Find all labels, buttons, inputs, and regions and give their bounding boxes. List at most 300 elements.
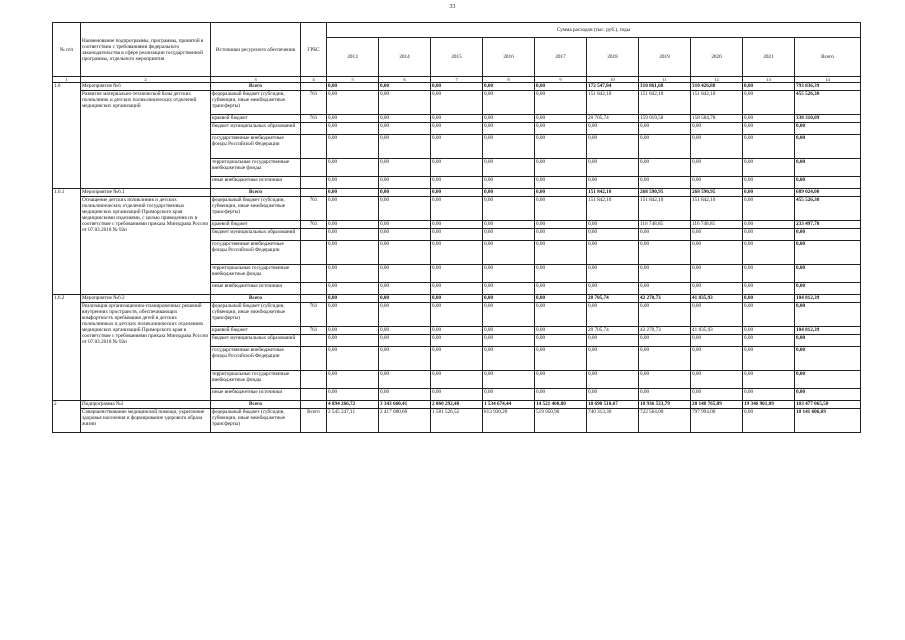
value-cell: 158 584,78	[691, 115, 743, 123]
source-label: государственные внебюджетные фонды Российской Федерации	[211, 241, 301, 265]
grbs-code: Всего	[301, 409, 327, 433]
value-cell: 0,00	[431, 241, 483, 265]
value-cell: 0,00	[743, 265, 795, 283]
grbs-code	[301, 135, 327, 159]
value-cell: 0,00	[483, 335, 535, 347]
header-name: Наименование подпрограммы, программы, принятой в соответствии с требованиями федерального законодательства в сфере реализации государственной программы, отдельного мероприятия	[81, 23, 211, 77]
value-cell: 20 705,74	[587, 327, 639, 335]
value-cell: 0,00	[327, 229, 379, 241]
value-cell: 0,00	[535, 115, 587, 123]
value-cell: 3 343 660,41	[379, 401, 431, 409]
table-row	[53, 83, 861, 91]
value-cell: 18 690 510,67	[587, 401, 639, 409]
value-cell: 0,00	[327, 159, 379, 177]
page-number: 33	[449, 4, 456, 10]
value-cell: 0,00	[327, 91, 379, 115]
value-cell: 338 310,09	[795, 115, 861, 123]
value-cell: 0,00	[483, 347, 535, 371]
grbs-code	[301, 389, 327, 401]
source-label: территориальные государственные внебюджетные фонды	[211, 159, 301, 177]
value-cell: 0,00	[379, 123, 431, 135]
value-cell: 0,00	[587, 123, 639, 135]
value-cell: 0,00	[743, 189, 795, 197]
grbs-code	[301, 177, 327, 189]
value-cell: 0,00	[743, 295, 795, 303]
grbs-code: 761	[301, 91, 327, 115]
value-cell: 519 950,90	[535, 409, 587, 433]
value-cell: 0,00	[483, 91, 535, 115]
source-label: территориальные государственные внебюджетные фонды	[211, 371, 301, 389]
value-cell: 0,00	[483, 241, 535, 265]
source-label: иные внебюджетные источники	[211, 389, 301, 401]
value-cell: 310 426,88	[691, 83, 743, 91]
source-label: иные внебюджетные источники	[211, 177, 301, 189]
value-cell: 0,00	[431, 303, 483, 327]
value-cell: 0,00	[431, 83, 483, 91]
source-label: Всего	[211, 83, 301, 91]
value-cell: 0,00	[743, 371, 795, 389]
grbs-code: 761	[301, 327, 327, 335]
value-cell: 0,00	[535, 135, 587, 159]
value-cell: 793 836,39	[795, 83, 861, 91]
value-cell: 0,00	[743, 91, 795, 115]
value-cell: 0,00	[743, 327, 795, 335]
value-cell: 0,00	[743, 229, 795, 241]
value-cell: 0,00	[743, 389, 795, 401]
grbs-code	[301, 295, 327, 303]
value-cell: 0,00	[691, 283, 743, 295]
value-cell: 0,00	[483, 371, 535, 389]
value-cell: 0,00	[639, 303, 691, 327]
value-cell: 0,00	[431, 283, 483, 295]
header-num: № п/п	[53, 23, 81, 77]
source-label: краевой бюджет	[211, 115, 301, 123]
header-year: 2018	[587, 38, 639, 77]
value-cell: 0,00	[691, 229, 743, 241]
value-cell: 20 705,74	[587, 115, 639, 123]
value-cell: 0,00	[587, 221, 639, 229]
value-cell: 0,00	[691, 303, 743, 327]
value-cell: 0,00	[535, 389, 587, 401]
value-cell: 0,00	[795, 177, 861, 189]
value-cell: 0,00	[327, 221, 379, 229]
value-cell: 0,00	[795, 303, 861, 327]
source-label: бюджет муниципальных образований	[211, 335, 301, 347]
row-description: Оснащение детских поликлиник и детских поликлинических отделений государственных медицинских организаций Приморского края медицинскими изделиями, с целью приведения их в соответствие с требованиями приказа Минздрава России от 07.03.2018 № 92н	[81, 197, 211, 295]
value-cell: 1 534 674,44	[483, 401, 535, 409]
row-title: Мероприятие №6	[81, 83, 211, 91]
source-label: федеральный бюджет (субсидии, субвенции, иные межбюджетные трансферты)	[211, 91, 301, 115]
value-cell: 0,00	[743, 347, 795, 371]
table-row	[53, 303, 861, 327]
value-cell: 689 024,00	[795, 189, 861, 197]
header-year: 2014	[379, 38, 431, 77]
value-cell: 0,00	[795, 347, 861, 371]
value-cell: 0,00	[639, 135, 691, 159]
value-cell: 0,00	[535, 83, 587, 91]
column-number: 1	[53, 77, 81, 83]
value-cell: 268 590,95	[691, 189, 743, 197]
source-label: государственные внебюджетные фонды Российской Федерации	[211, 135, 301, 159]
value-cell: 0,00	[743, 335, 795, 347]
value-cell: 18 936 533,79	[639, 401, 691, 409]
row-title: Мероприятие №6.2	[81, 295, 211, 303]
value-cell: 2 545 247,11	[327, 409, 379, 433]
row-number: 1.6.1	[53, 189, 81, 295]
value-cell: 0,00	[379, 229, 431, 241]
column-number: 11	[639, 77, 691, 83]
grbs-code	[301, 371, 327, 389]
value-cell: 0,00	[327, 241, 379, 265]
grbs-code	[301, 401, 327, 409]
value-cell: 0,00	[535, 241, 587, 265]
value-cell: 0,00	[379, 327, 431, 335]
value-cell: 740 313,30	[587, 409, 639, 433]
row-title: Подпрограмма №2	[81, 401, 211, 409]
source-label: краевой бюджет	[211, 327, 301, 335]
column-number: 14	[795, 77, 861, 83]
value-cell: 0,00	[327, 371, 379, 389]
value-cell: 0,00	[483, 221, 535, 229]
value-cell: 0,00	[327, 123, 379, 135]
value-cell: 0,00	[535, 347, 587, 371]
value-cell: 0,00	[587, 265, 639, 283]
value-cell: 0,00	[587, 303, 639, 327]
grbs-code: 761	[301, 197, 327, 221]
value-cell: 0,00	[431, 371, 483, 389]
value-cell: 0,00	[743, 303, 795, 327]
value-cell: 0,00	[431, 197, 483, 221]
grbs-code	[301, 189, 327, 197]
value-cell: 0,00	[639, 389, 691, 401]
value-cell: 0,00	[795, 265, 861, 283]
value-cell: 455 526,30	[795, 91, 861, 115]
grbs-code	[301, 283, 327, 295]
value-cell: 0,00	[743, 135, 795, 159]
value-cell: 0,00	[379, 347, 431, 371]
value-cell: 172 547,84	[587, 83, 639, 91]
header-sum: Сумма расходов (тыс. руб.), годы	[327, 23, 861, 38]
value-cell: 0,00	[483, 197, 535, 221]
column-number: 13	[743, 77, 795, 83]
value-cell: 0,00	[431, 327, 483, 335]
source-label: федеральный бюджет (субсидии, субвенции, иные межбюджетные трансферты)	[211, 197, 301, 221]
grbs-code	[301, 335, 327, 347]
value-cell: 268 590,95	[639, 189, 691, 197]
value-cell: 0,00	[535, 265, 587, 283]
value-cell: 0,00	[379, 295, 431, 303]
header-year: Всего	[795, 38, 861, 77]
value-cell: 0,00	[431, 123, 483, 135]
value-cell: 116 748,85	[691, 221, 743, 229]
value-cell: 151 842,10	[639, 91, 691, 115]
value-cell: 0,00	[379, 265, 431, 283]
value-cell: 2 060 292,48	[431, 401, 483, 409]
source-label: федеральный бюджет (субсидии, субвенции, иные межбюджетные трансферты)	[211, 409, 301, 433]
row-description: Развитие материально-технической базы детских поликлиник и детских поликлинических отделений медицинских организаций	[81, 91, 211, 189]
value-cell: 0,00	[535, 229, 587, 241]
value-cell: 0,00	[431, 335, 483, 347]
value-cell: 455 526,30	[795, 197, 861, 221]
column-number: 3	[211, 77, 301, 83]
value-cell: 0,00	[639, 335, 691, 347]
value-cell: 0,00	[327, 347, 379, 371]
value-cell: 19 346 901,09	[743, 401, 795, 409]
value-cell: 0,00	[795, 159, 861, 177]
value-cell: 0,00	[379, 221, 431, 229]
value-cell: 0,00	[535, 91, 587, 115]
value-cell: 0,00	[535, 177, 587, 189]
value-cell: 0,00	[379, 371, 431, 389]
table-row	[53, 295, 861, 303]
value-cell: 151 842,10	[691, 197, 743, 221]
value-cell: 0,00	[743, 283, 795, 295]
value-cell: 0,00	[431, 389, 483, 401]
header-year: 2017	[535, 38, 587, 77]
value-cell: 0,00	[483, 283, 535, 295]
value-cell: 0,00	[327, 115, 379, 123]
value-cell: 0,00	[795, 241, 861, 265]
value-cell: 0,00	[431, 347, 483, 371]
header-source: Источники ресурсного обеспечения	[211, 23, 301, 77]
value-cell: 0,00	[795, 283, 861, 295]
row-description: Реализация организационно-планировочных решений внутренних пространств, обеспечивающих комфортность пребывания детей в детских поликлиниках и детских поликлинических отделениях медицинских организаций Приморского края в соответствие с требованиями приказа Минздрава России от 07.03.2018 № 92н	[81, 303, 211, 401]
value-cell: 0,00	[379, 241, 431, 265]
value-cell: 104 812,39	[795, 295, 861, 303]
source-label: Всего	[211, 295, 301, 303]
value-cell: 116 748,85	[639, 221, 691, 229]
value-cell: 0,00	[431, 229, 483, 241]
value-cell: 0,00	[743, 159, 795, 177]
value-cell: 14 521 460,80	[535, 401, 587, 409]
value-cell: 0,00	[795, 229, 861, 241]
row-number: 1.6	[53, 83, 81, 189]
value-cell: 0,00	[431, 295, 483, 303]
value-cell: 0,00	[327, 303, 379, 327]
value-cell: 0,00	[795, 135, 861, 159]
table-row	[53, 189, 861, 197]
value-cell: 41 835,93	[691, 295, 743, 303]
grbs-code	[301, 123, 327, 135]
value-cell: 0,00	[379, 135, 431, 159]
value-cell: 0,00	[483, 83, 535, 91]
value-cell: 0,00	[483, 189, 535, 197]
budget-table	[52, 22, 861, 433]
header-year: 2013	[327, 38, 379, 77]
value-cell: 0,00	[587, 347, 639, 371]
value-cell: 0,00	[535, 197, 587, 221]
value-cell: 42 270,73	[639, 327, 691, 335]
value-cell: 0,00	[327, 283, 379, 295]
value-cell: 0,00	[795, 371, 861, 389]
source-label: федеральный бюджет (субсидии, субвенции, иные межбюджетные трансферты)	[211, 303, 301, 327]
value-cell: 0,00	[327, 389, 379, 401]
value-cell: 151 842,10	[691, 91, 743, 115]
value-cell: 0,00	[587, 135, 639, 159]
value-cell: 0,00	[691, 335, 743, 347]
value-cell: 0,00	[483, 229, 535, 241]
value-cell: 0,00	[743, 177, 795, 189]
column-number: 9	[535, 77, 587, 83]
value-cell: 0,00	[587, 389, 639, 401]
value-cell: 0,00	[639, 177, 691, 189]
value-cell: 0,00	[743, 115, 795, 123]
source-label: краевой бюджет	[211, 221, 301, 229]
grbs-code: 761	[301, 303, 327, 327]
value-cell: 0,00	[327, 327, 379, 335]
header-year: 2015	[431, 38, 483, 77]
value-cell: 0,00	[743, 83, 795, 91]
value-cell: 104 812,39	[795, 327, 861, 335]
source-label: Всего	[211, 401, 301, 409]
value-cell: 0,00	[691, 159, 743, 177]
value-cell: 0,00	[691, 347, 743, 371]
table-row	[53, 91, 861, 115]
grbs-code	[301, 347, 327, 371]
value-cell: 0,00	[639, 283, 691, 295]
value-cell: 0,00	[535, 371, 587, 389]
value-cell: 0,00	[535, 123, 587, 135]
value-cell: 0,00	[795, 123, 861, 135]
value-cell: 0,00	[639, 265, 691, 283]
value-cell: 0,00	[535, 221, 587, 229]
value-cell: 0,00	[431, 221, 483, 229]
value-cell: 0,00	[691, 123, 743, 135]
grbs-code	[301, 83, 327, 91]
table-row	[53, 409, 861, 433]
value-cell: 0,00	[587, 229, 639, 241]
column-number: 4	[301, 77, 327, 83]
grbs-code	[301, 241, 327, 265]
header-year: 2020	[691, 38, 743, 77]
value-cell: 0,00	[743, 221, 795, 229]
source-label: государственные внебюджетные фонды Российской Федерации	[211, 347, 301, 371]
value-cell: 0,00	[639, 229, 691, 241]
value-cell: 0,00	[587, 335, 639, 347]
value-cell: 0,00	[639, 371, 691, 389]
value-cell: 151 842,10	[587, 189, 639, 197]
value-cell: 0,00	[639, 123, 691, 135]
value-cell: 103 477 065,50	[795, 401, 861, 409]
value-cell: 151 842,10	[639, 197, 691, 221]
value-cell: 0,00	[587, 177, 639, 189]
value-cell: 722 564,00	[639, 409, 691, 433]
column-number: 10	[587, 77, 639, 83]
value-cell: 159 019,58	[639, 115, 691, 123]
value-cell: 0,00	[431, 135, 483, 159]
table-row	[53, 401, 861, 409]
grbs-code: 761	[301, 115, 327, 123]
value-cell: 813 930,20	[483, 409, 535, 433]
value-cell: 0,00	[379, 159, 431, 177]
value-cell: 0,00	[483, 123, 535, 135]
column-number: 6	[379, 77, 431, 83]
grbs-code	[301, 159, 327, 177]
value-cell: 20 705,74	[587, 295, 639, 303]
value-cell: 0,00	[587, 159, 639, 177]
value-cell: 0,00	[691, 389, 743, 401]
value-cell: 0,00	[691, 265, 743, 283]
value-cell: 0,00	[535, 303, 587, 327]
value-cell: 0,00	[639, 241, 691, 265]
value-cell: 0,00	[327, 197, 379, 221]
value-cell: 41 835,93	[691, 327, 743, 335]
row-title: Мероприятие №6.1	[81, 189, 211, 197]
value-cell: 0,00	[743, 197, 795, 221]
value-cell: 0,00	[431, 189, 483, 197]
value-cell: 0,00	[691, 241, 743, 265]
value-cell: 0,00	[379, 303, 431, 327]
value-cell: 42 270,73	[639, 295, 691, 303]
value-cell: 10 141 606,69	[795, 409, 861, 433]
value-cell: 0,00	[483, 295, 535, 303]
value-cell: 151 842,10	[587, 91, 639, 115]
value-cell: 0,00	[379, 177, 431, 189]
value-cell: 0,00	[379, 83, 431, 91]
value-cell: 0,00	[431, 115, 483, 123]
value-cell: 0,00	[743, 241, 795, 265]
column-number: 7	[431, 77, 483, 83]
value-cell: 0,00	[795, 389, 861, 401]
value-cell: 0,00	[587, 371, 639, 389]
value-cell: 310 861,68	[639, 83, 691, 91]
value-cell: 151 842,10	[587, 197, 639, 221]
source-label: территориальные государственные внебюджетные фонды	[211, 265, 301, 283]
value-cell: 0,00	[587, 283, 639, 295]
row-number: 2	[53, 401, 81, 433]
value-cell: 0,00	[483, 303, 535, 327]
value-cell: 0,00	[379, 189, 431, 197]
row-description: Совершенствование медицинской помощи, укрепление здоровья населения и формирование здорового образа жизни	[81, 409, 211, 433]
value-cell: 0,00	[639, 159, 691, 177]
table-row	[53, 197, 861, 221]
value-cell: 0,00	[535, 335, 587, 347]
value-cell: 4 894 266,72	[327, 401, 379, 409]
value-cell: 797 994,00	[691, 409, 743, 433]
header-year: 2019	[639, 38, 691, 77]
value-cell: 0,00	[483, 159, 535, 177]
value-cell: 0,00	[483, 135, 535, 159]
value-cell: 0,00	[379, 91, 431, 115]
row-number: 1.6.2	[53, 295, 81, 401]
column-number: 8	[483, 77, 535, 83]
value-cell: 0,00	[431, 265, 483, 283]
value-cell: 0,00	[379, 335, 431, 347]
value-cell: 2 417 080,66	[379, 409, 431, 433]
value-cell: 0,00	[327, 135, 379, 159]
value-cell: 0,00	[483, 327, 535, 335]
value-cell: 0,00	[327, 335, 379, 347]
value-cell: 0,00	[327, 177, 379, 189]
value-cell: 0,00	[587, 241, 639, 265]
value-cell: 0,00	[379, 115, 431, 123]
grbs-code	[301, 265, 327, 283]
value-cell: 0,00	[483, 389, 535, 401]
value-cell: 0,00	[379, 389, 431, 401]
value-cell: 0,00	[379, 283, 431, 295]
value-cell: 0,00	[691, 135, 743, 159]
value-cell: 0,00	[535, 159, 587, 177]
value-cell: 0,00	[483, 265, 535, 283]
value-cell: 0,00	[691, 371, 743, 389]
source-label: иные внебюджетные источники	[211, 283, 301, 295]
value-cell: 0,00	[327, 189, 379, 197]
value-cell: 1 581 526,52	[431, 409, 483, 433]
value-cell: 0,00	[639, 347, 691, 371]
value-cell: 0,00	[483, 115, 535, 123]
value-cell: 0,00	[327, 265, 379, 283]
value-cell: 0,00	[327, 83, 379, 91]
